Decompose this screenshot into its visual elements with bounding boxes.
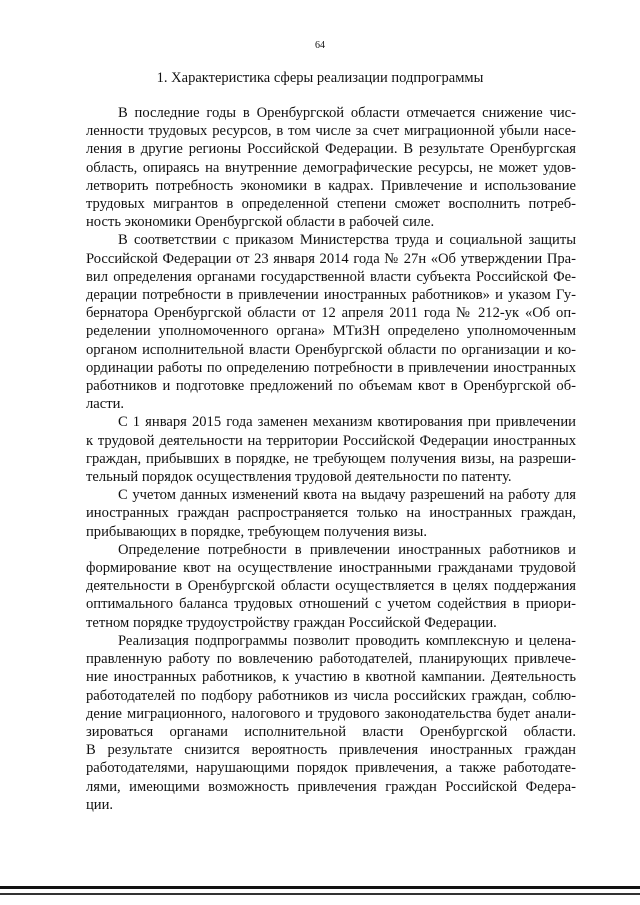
text-line: В результате снизится вероятность привлечения иностранных граждан — [86, 742, 576, 759]
text-line: С 1 января 2015 года заменен механизм квотирования при привлечении — [118, 414, 576, 431]
paragraph — [86, 541, 576, 632]
text-line: тетном порядке трудоустройству граждан Российской Федерации. — [86, 614, 497, 631]
text-line: дерации потребности в привлечении иностранных работников» и указом Гу- — [86, 287, 576, 304]
text-line: летворить потребность экономики в кадрах. Привлечение и использование — [86, 177, 576, 194]
body-text — [86, 104, 576, 814]
text-line: иностранных граждан распространяется только на иностранных граждан, — [86, 505, 576, 522]
text-line: ординации работы по определению потребности в привлечении иностранных — [86, 359, 576, 376]
text-line: тельный порядок осуществления трудовой деятельности по патенту. — [86, 469, 512, 486]
text-line: оптимального баланса трудовых отношений с учетом содействия в приори- — [86, 596, 576, 613]
text-line: зироваться органами исполнительной власти Оренбургской области. — [86, 723, 576, 740]
text-line: бернатора Оренбургской области от 12 апреля 2011 года № 212-ук «Об оп- — [86, 305, 576, 322]
text-line: В соответствии с приказом Министерства труда и социальной защиты — [118, 232, 576, 249]
text-line: Российской Федерации от 23 января 2014 года № 27н «Об утверждении Пра- — [86, 250, 576, 267]
text-line: ления в другие регионы Российской Федерации. В результате Оренбургская — [86, 141, 576, 158]
paragraph — [86, 486, 576, 541]
text-line: Определение потребности в привлечении иностранных работников и — [118, 541, 576, 558]
text-line: прибывающих в порядке, требующем получения визы. — [86, 523, 428, 540]
text-line: Реализация подпрограммы позволит проводить комплексную и целена- — [118, 632, 576, 649]
paragraph — [86, 632, 576, 814]
text-line: дение миграционного, налогового и трудового законодательства будет анали- — [86, 705, 576, 722]
text-line: трудовых мигрантов в определенной степени сможет восполнить потреб- — [86, 196, 576, 213]
text-line: правленную работу по вовлечению работодателей, планирующих привлече- — [86, 651, 576, 668]
paragraph — [86, 104, 576, 231]
text-line: работодателями, нарушающими порядок привлечения, а также работодате- — [86, 760, 576, 777]
text-line: область, опираясь на внутренние демографические ресурсы, не может удов- — [86, 159, 576, 176]
text-line: работодателей по подбору работников из числа российских граждан, соблю- — [86, 687, 576, 704]
text-line: вил определения органами государственной власти субъекта Российской Фе- — [86, 268, 576, 285]
text-line: лями, имеющими возможность привлечения граждан Российской Федера- — [86, 778, 576, 795]
text-line: ределении уполномоченного органа» МТиЗН определено уполномоченным — [86, 323, 576, 340]
bottom-rule-thin — [0, 893, 640, 895]
paragraph — [86, 231, 576, 413]
text-line: ленности трудовых ресурсов, в том числе за счет миграционной убыли насе- — [86, 123, 576, 140]
paragraph — [86, 413, 576, 486]
text-line: ние иностранных работников, к участию в квотной кампании. Деятельность — [86, 669, 576, 686]
text-line: деятельности в Оренбургской области осуществляется в целях поддержания — [86, 578, 576, 595]
text-line: В последние годы в Оренбургской области отмечается снижение чис- — [118, 105, 576, 121]
text-line: ции. — [86, 796, 114, 813]
text-line: ласти. — [86, 396, 125, 413]
text-line: ность экономики Оренбургской области в рабочей силе. — [86, 214, 435, 231]
text-line: формирование квот на осуществление иностранными гражданами трудовой — [86, 560, 576, 577]
text-line: граждан, прибывших в порядке, не требующем получения визы, на разреши- — [86, 450, 576, 467]
bottom-rule — [0, 886, 640, 889]
text-line: работников и подготовке предложений по объемам квот в Оренбургской об- — [86, 378, 576, 395]
text-line: органом исполнительной власти Оренбургской области по организации и ко- — [86, 341, 576, 358]
section-title: 1. Характеристика сферы реализации подпрограммы — [156, 70, 484, 86]
text-line: к трудовой деятельности на территории Российской Федерации иностранных — [86, 432, 576, 449]
text-line: С учетом данных изменений квота на выдачу разрешений на работу для — [118, 487, 576, 504]
page-number: 64 — [315, 40, 325, 51]
